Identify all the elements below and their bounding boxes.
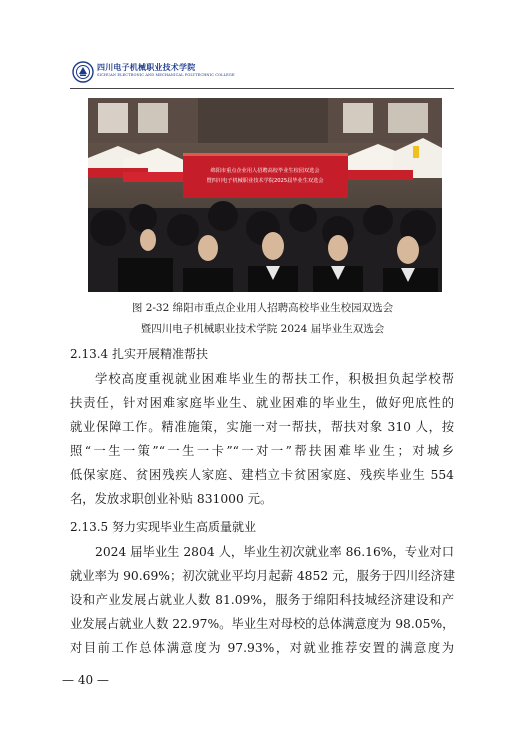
header-divider: [70, 88, 454, 89]
paragraph-line: 设和产业发展占就业人数 81.09%，服务于绵阳科技城经济建设和产: [70, 593, 454, 607]
page-number: — 40 —: [62, 673, 109, 687]
paragraph-line: 名，发放求职创业补贴 831000 元。: [70, 492, 273, 506]
paragraph-line: 就业率为 90.69%；初次就业平均月起薪 4852 元，服务于四川经济建: [70, 569, 456, 583]
school-name-en: SICHUAN ELECTRONIC AND MECHANICAL POLYTECHNIC COLLEGE: [97, 73, 235, 77]
school-emblem-icon: [72, 61, 94, 83]
paragraph-line: 业发展占就业人数 22.97%。毕业生对母校的总体满意度为 98.05%，: [70, 617, 455, 631]
paragraph-line: 学校高度重视就业困难毕业生的帮扶工作，积极担负起学校帮: [95, 372, 454, 386]
figure-caption-line1: 图 2-32 绵阳市重点企业用人招聘高校毕业生校园双选会: [131, 302, 394, 314]
section-heading-2-13-4: 2.13.4 扎实开展精准帮扶: [70, 347, 208, 361]
figure-caption-line2: 暨四川电子机械职业技术学院 2024 届毕业生双选会: [140, 323, 385, 335]
paragraph-line: 就业保障工作。精准施策，实施一对一帮扶，帮扶对象 310 人，按: [70, 420, 454, 434]
school-name: 四川电子机械职业技术学院: [97, 62, 196, 72]
paragraph-line: 照“一生一策”“一生一卡”“一对一”帮扶困难毕业生；对城乡: [70, 444, 454, 458]
banner-text-line1: 绵阳市重点企业用人招聘高校毕业生校园双选会: [210, 168, 320, 174]
paragraph-line: 2024 届毕业生 2804 人，毕业生初次就业率 86.16%，专业对口: [95, 545, 454, 559]
job-fair-photo: [88, 98, 442, 292]
paragraph-line: 扶责任，针对困难家庭毕业生、就业困难的毕业生，做好兜底性的: [70, 396, 454, 410]
document-header: [0, 56, 525, 88]
paragraph-line: 对目前工作总体满意度为 97.93%，对就业推荐安置的满意度为: [70, 641, 454, 655]
paragraph-line: 低保家庭、贫困残疾人家庭、建档立卡贫困家庭、残疾毕业生 554: [70, 468, 454, 482]
banner-text-line2: 暨四川电子机械职业技术学院2025届毕业生双选会: [206, 178, 324, 184]
section-heading-2-13-5: 2.13.5 努力实现毕业生高质量就业: [70, 520, 256, 534]
